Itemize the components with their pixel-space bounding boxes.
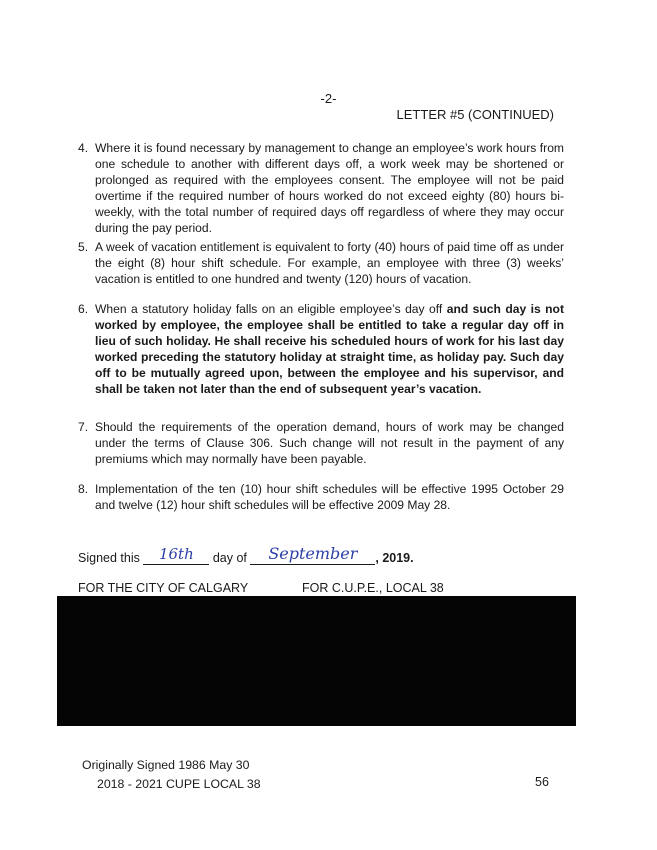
- clause-number: 7.: [78, 420, 89, 434]
- clause-6: [78, 302, 564, 397]
- clause-text-regular: When a statutory holiday falls on an eligible employee’s day off: [95, 302, 443, 316]
- year-text: , 2019.: [375, 551, 414, 565]
- clause-text: Should the requirements of the operation demand, hours of work may be changed under the terms of Clause 306. Such change will not result in the payment of any premiums which may normally have been payable.: [95, 420, 564, 466]
- for-cupe-label: FOR C.U.P.E., LOCAL 38: [302, 581, 444, 595]
- clause-8: [78, 482, 564, 514]
- clause-number: 5.: [78, 240, 89, 254]
- month-blank: [250, 546, 375, 565]
- clause-4: [78, 141, 564, 236]
- handwritten-month: September: [268, 544, 358, 563]
- clause-number: 4.: [78, 141, 89, 155]
- clause-7: [78, 420, 564, 468]
- letter-title: LETTER #5 (CONTINUED): [396, 107, 554, 122]
- clause-number: 6.: [78, 302, 89, 316]
- clause-text: A week of vacation entitlement is equivalent to forty (40) hours of paid time off as under the eight (8) hour shift schedule. For example, an employee with three (3) weeks’ vacation is entitled to one hundred and twenty (120) hours of vacation.: [95, 240, 564, 286]
- signature-date-line: [78, 546, 414, 565]
- redacted-signature-block: [57, 596, 576, 726]
- footer-page-number: 56: [535, 775, 549, 789]
- signed-this-label: Signed this: [78, 551, 140, 565]
- footer-agreement: 2018 - 2021 CUPE LOCAL 38: [97, 777, 261, 791]
- day-blank: [143, 546, 209, 565]
- for-city-label: FOR THE CITY OF CALGARY: [78, 581, 249, 595]
- clause-text: [95, 302, 564, 397]
- day-of-label: day of: [212, 551, 247, 565]
- clause-text-bold: and such day is not worked by employee, the employee shall be entitled to take a regular day off in lieu of such holiday. He shall receive his scheduled hours of work for his last day worked preceding the statutory holiday at straight time, as holiday pay. Such day off to be mutually agreed upon, between the employee and his supervisor, and shall be taken not later than the end of subsequent year’s vacation.: [95, 302, 564, 396]
- clause-5: [78, 240, 564, 288]
- clause-text: Implementation of the ten (10) hour shift schedules will be effective 1995 October 29 and twelve (12) hour shift schedules will be effective 2009 May 28.: [95, 482, 564, 512]
- clause-text: Where it is found necessary by management to change an employee’s work hours from one schedule to another with different days off, a work week may be shortened or prolonged as required with the employees consent. The employee will not be paid overtime if the required number of hours worked do not exceed eighty (80) hours bi-weekly, with the total number of required days off regardless of where they may occur during the pay period.: [95, 141, 564, 235]
- handwritten-day: 16th: [158, 545, 194, 563]
- page-number: -2-: [320, 91, 337, 106]
- originally-signed-note: Originally Signed 1986 May 30: [82, 758, 250, 772]
- clause-number: 8.: [78, 482, 89, 496]
